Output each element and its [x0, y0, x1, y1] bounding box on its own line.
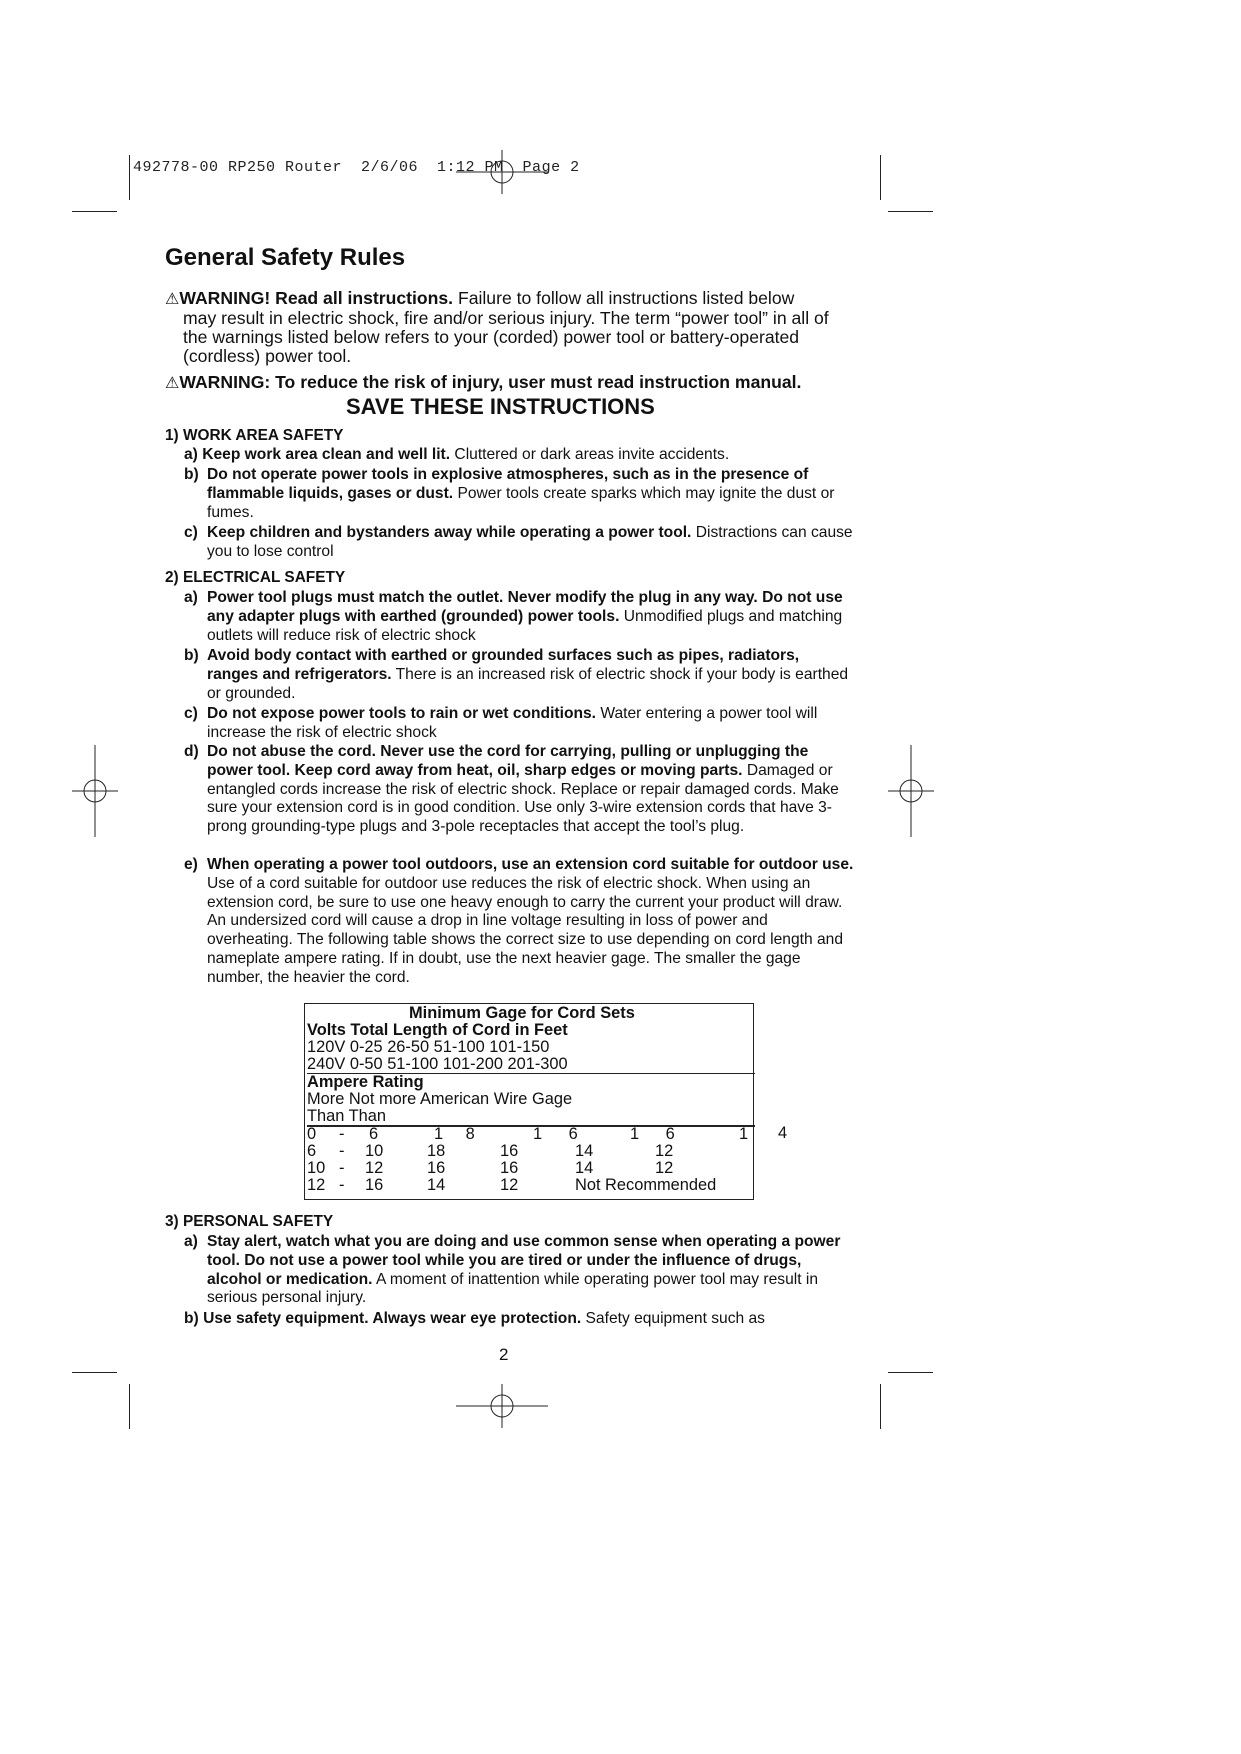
warning-bold: WARNING! Read all instructions. [179, 288, 454, 308]
table-overflow-digit: 4 [778, 1124, 788, 1142]
registration-mark-icon [888, 745, 934, 837]
item-text: Unmodified plugs and matching outlets will reduce risk of electric shock [207, 607, 843, 644]
table-cell: 18 [427, 1142, 446, 1160]
list-item [184, 705, 854, 743]
table-cell: 12 [655, 1142, 674, 1160]
item-text: Distractions can cause you to lose control [207, 524, 853, 560]
item-bold: When operating a power tool outdoors, use an extension cord suitable for outdoor use. [207, 856, 854, 873]
warning-text: Failure to follow all instructions listed below [453, 288, 795, 308]
item-text: There is an increased risk of electric shock if your body is earthed or grounded. [207, 665, 849, 702]
item-bold: Use safety equipment. Always wear eye protection. [203, 1310, 582, 1327]
item-text: Safety equipment such as [581, 1310, 765, 1327]
table-header-ampere: Ampere Rating [307, 1073, 424, 1091]
item-bold: Do not abuse the cord. Never use the cord for carrying, pulling or unplugging the power tool. Keep cord away from heat, oil, sharp edges or moving parts. [207, 743, 809, 779]
print-slug: 492778-00 RP250 Router 2/6/06 1:12 PM Page 2 [133, 159, 580, 176]
item-bold: Do not expose power tools to rain or wet conditions. [207, 705, 596, 722]
warning-text-cont: may result in electric shock, fire and/or serious injury. The term “power tool” in all of the warnings listed below refers to your (corded) power tool or battery-operated (cordless) power tool. [183, 308, 829, 366]
crop-mark [129, 155, 130, 200]
item-bold: Avoid body contact with earthed or grounded surfaces such as pipes, radiators, ranges and refrigerators. [207, 647, 800, 683]
item-label: b) [184, 1310, 199, 1327]
table-row-120v: 120V 0-25 26-50 51-100 101-150 [307, 1038, 550, 1056]
table-cell: 12 [655, 1159, 674, 1177]
crop-mark [72, 1372, 117, 1373]
item-text: Use of a cord suitable for outdoor use reduces the risk of electric shock. When using an extension cord, be sure to use one heavy enough to carry the current your product will draw. An undersized cord will cause a drop in line voltage resulting in loss of power and overheating. The following table shows the correct size to use depending on cord length and nameplate ampere rating. If in doubt, use the next heavier gage. The smaller the gage number, the heavier the cord. [207, 874, 844, 986]
table-cell: 10 [307, 1159, 326, 1177]
registration-mark-icon [456, 1384, 548, 1428]
table-cell: 1 8 [434, 1125, 475, 1143]
table-cell: 1 [739, 1125, 749, 1143]
crop-mark [72, 211, 117, 212]
list-item [184, 589, 854, 645]
item-text: Power tools create sparks which may ignite the dust or fumes. [207, 484, 835, 521]
section-heading-electrical: 2) ELECTRICAL SAFETY [165, 569, 346, 586]
table-cell: - [339, 1125, 345, 1143]
item-label: a) [184, 1233, 198, 1250]
warning-triangle-icon: ⚠ [165, 375, 180, 392]
page-number: 2 [499, 1345, 509, 1364]
item-label: d) [184, 743, 199, 760]
item-label: a) [184, 446, 198, 463]
list-item [184, 466, 854, 522]
table-title: Minimum Gage for Cord Sets [409, 1004, 635, 1022]
item-text: A moment of inattention while operating power tool may result in serious personal injury. [207, 1270, 819, 1307]
table-cell: 6 [369, 1125, 379, 1143]
section-heading-work-area: 1) WORK AREA SAFETY [165, 427, 344, 444]
page-title: General Safety Rules [165, 244, 406, 271]
table-cell: 12 [500, 1176, 519, 1194]
table-cell: 14 [575, 1142, 594, 1160]
item-text: Cluttered or dark areas invite accidents. [450, 446, 730, 463]
table-cell: - [339, 1159, 345, 1177]
list-item [184, 524, 854, 562]
warning-triangle-icon: ⚠ [165, 291, 180, 308]
table-header-volts: Volts Total Length of Cord in Feet [307, 1021, 568, 1039]
item-bold: Stay alert, watch what you are doing and use common sense when operating a power tool. Do not use a power tool while you are tired or under the influence of drugs, alcohol or medication. [207, 1233, 841, 1288]
table-cell: 12 [365, 1159, 384, 1177]
section-heading-personal: 3) PERSONAL SAFETY [165, 1213, 334, 1230]
crop-mark [880, 155, 881, 200]
crop-mark [129, 1384, 130, 1429]
table-cell: 16 [500, 1159, 519, 1177]
item-bold: Power tool plugs must match the outlet. Never modify the plug in any way. Do not use any adapter plugs with earthed (grounded) power tools. [207, 589, 843, 625]
table-cell: 1 6 [533, 1125, 578, 1143]
registration-mark-icon [72, 745, 118, 837]
list-item [184, 856, 854, 988]
table-row-240v: 240V 0-50 51-100 101-200 201-300 [307, 1055, 568, 1073]
crop-mark [888, 1372, 933, 1373]
list-item [184, 1233, 854, 1308]
table-cell: 0 [307, 1125, 317, 1143]
list-item [184, 743, 854, 837]
item-label: a) [184, 589, 198, 606]
table-cell: 14 [575, 1159, 594, 1177]
table-cell: 6 [307, 1142, 317, 1160]
item-label: e) [184, 856, 198, 873]
table-cell: 14 [427, 1176, 446, 1194]
cord-gage-table [304, 1003, 754, 1200]
table-subheader: More Not more American Wire Gage [307, 1090, 573, 1108]
item-label: c) [184, 524, 198, 541]
list-item [184, 1310, 854, 1329]
warning-read-instructions [165, 289, 855, 366]
table-cell: Not Recommended [575, 1176, 717, 1194]
warning-bold: WARNING: To reduce the risk of injury, user must read instruction manual. [179, 372, 802, 392]
crop-mark [888, 211, 933, 212]
crop-mark [880, 1384, 881, 1429]
table-cell: - [339, 1176, 345, 1194]
item-bold: Keep work area clean and well lit. [202, 446, 451, 463]
table-cell: 1 6 [630, 1125, 675, 1143]
registration-mark-icon [456, 150, 548, 194]
warning-read-manual [165, 372, 801, 393]
item-bold: Keep children and bystanders away while operating a power tool. [207, 524, 692, 541]
save-instructions-heading: SAVE THESE INSTRUCTIONS [346, 394, 655, 419]
list-item [184, 446, 854, 465]
table-cell: 16 [427, 1159, 446, 1177]
table-cell: - [339, 1142, 345, 1160]
table-cell: 12 [307, 1176, 326, 1194]
table-cell: 10 [365, 1142, 384, 1160]
item-label: b) [184, 647, 199, 664]
table-cell: 16 [365, 1176, 384, 1194]
item-label: b) [184, 466, 199, 483]
list-item [184, 647, 854, 703]
table-subheader: Than Than [307, 1107, 386, 1125]
item-label: c) [184, 705, 198, 722]
table-cell: 16 [500, 1142, 519, 1160]
item-text: Damaged or entangled cords increase the risk of electric shock. Replace or repair damaged cords. Make sure your extension cord is in good condition. Use only 3-wire extension cords that have 3-prong grounding-type plugs and 3-pole receptacles that accept the tool’s plug. [207, 761, 839, 836]
item-text: Water entering a power tool will increase the risk of electric shock [207, 705, 818, 741]
item-bold: Do not operate power tools in explosive atmospheres, such as in the presence of flammable liquids, gases or dust. [207, 466, 809, 502]
